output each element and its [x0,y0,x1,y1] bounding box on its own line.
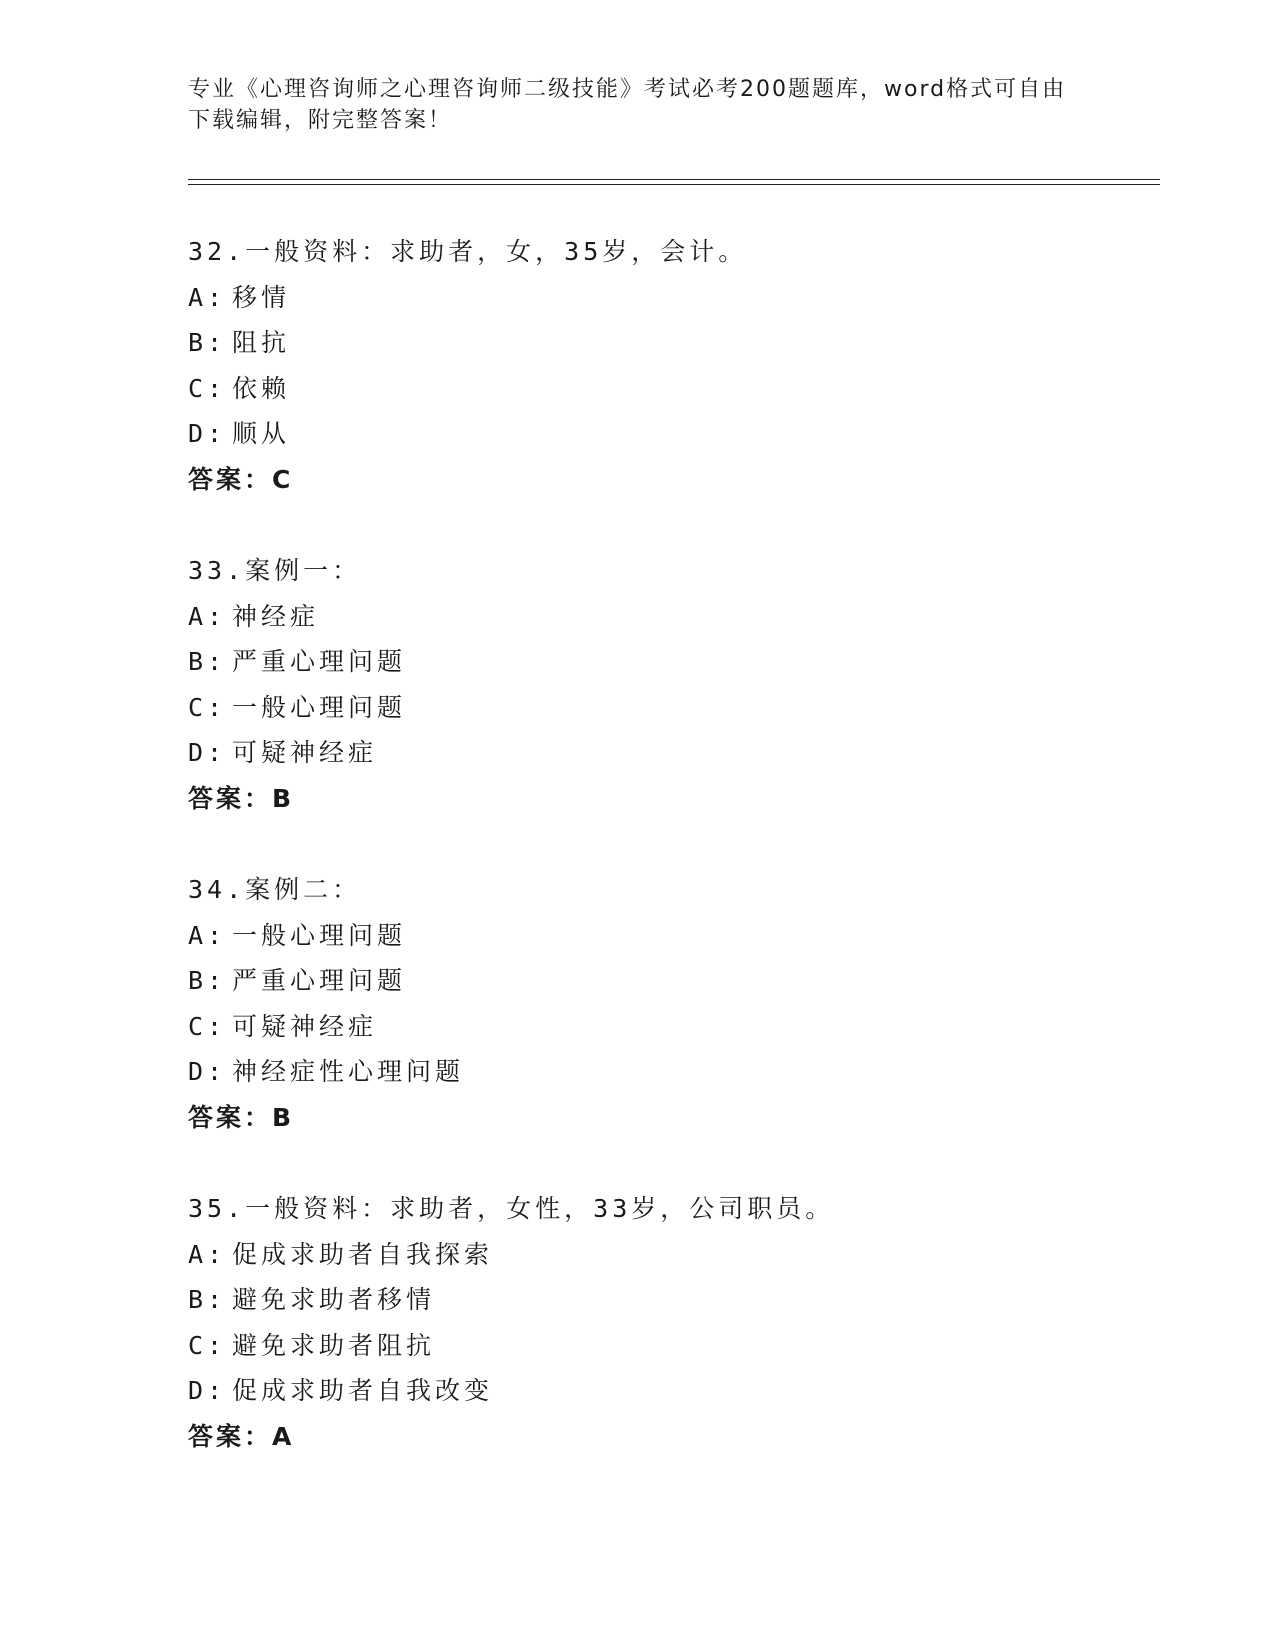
option-label: C: [188,692,227,722]
option-text: 可疑神经症 [232,738,378,767]
option-text: 避免求助者移情 [232,1285,436,1314]
option-d [188,1052,1148,1098]
option-label: D: [188,1057,227,1086]
option-text: 可疑神经症 [232,1011,378,1041]
question-stem: 35.一般资料：求助者，女性，33岁，公司职员。 [188,1194,835,1223]
answer-line: 答案：B [188,783,295,813]
option-text: 一般心理问题 [232,692,407,722]
option-label: A: [188,1239,227,1269]
option-text: 顺从 [232,419,291,448]
option-d [188,1371,1148,1417]
option-label: A: [188,282,227,312]
header-rule-bottom [188,184,1160,185]
option-c [188,1326,1148,1372]
question-34 [188,870,1148,1143]
option-b [188,323,1148,369]
question-stem: 32.一般资料：求助者，女，35岁，会计。 [188,237,748,266]
answer-line: 答案：A [188,1421,295,1451]
question-32 [188,232,1148,505]
option-label: B: [188,328,227,357]
option-b [188,642,1148,688]
option-text: 依赖 [232,373,291,403]
option-label: D: [188,1376,227,1405]
option-label: A: [188,601,227,631]
option-label: D: [188,419,227,448]
option-text: 促成求助者自我改变 [232,1376,494,1405]
option-label: C: [188,373,227,403]
option-c [188,369,1148,415]
option-text: 严重心理问题 [232,966,407,995]
question-stem: 33.案例一： [188,556,362,585]
option-c [188,688,1148,734]
option-a [188,278,1148,324]
header-rule-top [188,179,1160,180]
option-c [188,1007,1148,1053]
option-text: 阻抗 [232,328,291,357]
answer-line: 答案：B [188,1102,295,1132]
option-text: 神经症 [232,601,320,631]
question-33 [188,551,1148,824]
option-label: A: [188,920,227,950]
answer-line: 答案：C [188,464,294,494]
option-label: B: [188,1285,227,1314]
question-35 [188,1189,1148,1462]
option-d [188,733,1148,779]
option-a [188,597,1148,643]
option-text: 促成求助者自我探索 [232,1239,494,1269]
option-b [188,1280,1148,1326]
option-a [188,916,1148,962]
option-d [188,414,1148,460]
option-label: D: [188,738,227,767]
option-text: 避免求助者阻抗 [232,1330,436,1360]
document-header: 专业《心理咨询师之心理咨询师二级技能》考试必考200题题库，word格式可自由下载编辑，附完整答案！ [188,77,1067,133]
option-label: C: [188,1330,227,1360]
option-label: C: [188,1011,227,1041]
option-text: 一般心理问题 [232,920,407,950]
question-stem: 34.案例二： [188,875,362,904]
option-text: 严重心理问题 [232,647,407,676]
option-b [188,961,1148,1007]
option-a [188,1235,1148,1281]
option-label: B: [188,647,227,676]
option-text: 神经症性心理问题 [232,1057,465,1086]
option-text: 移情 [232,282,291,312]
option-label: B: [188,966,227,995]
